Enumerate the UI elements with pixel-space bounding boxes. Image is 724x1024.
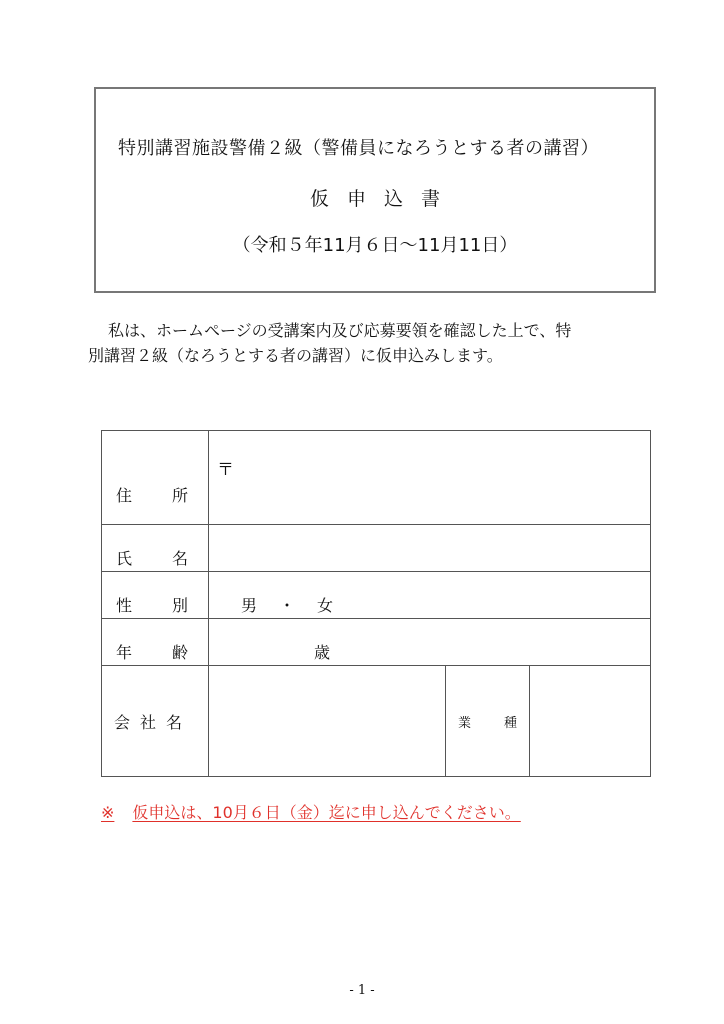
company-label-char-2: 社 <box>140 712 157 732</box>
address-label-cell <box>102 431 209 525</box>
intro-paragraph <box>88 318 668 368</box>
business-type-label-char-1: 業 <box>458 715 472 731</box>
business-type-field[interactable] <box>530 666 651 777</box>
company-label-char-3: 名 <box>166 712 183 732</box>
name-label-char-2: 名 <box>171 549 188 568</box>
page-number: - 1 - <box>349 983 375 998</box>
sex-option-male[interactable]: 男 <box>241 596 258 615</box>
business-type-label-char-2: 種 <box>503 715 517 731</box>
age-field[interactable] <box>209 619 651 666</box>
age-row <box>102 619 651 666</box>
intro-line-1: 私は、ホームページの受講案内及び応募要領を確認した上で、特 <box>108 321 572 340</box>
sex-separator: ・ <box>279 596 296 615</box>
age-label-char-2: 齢 <box>171 643 188 662</box>
address-field[interactable] <box>209 431 651 525</box>
business-type-label-cell <box>446 666 530 777</box>
age-label-char-1: 年 <box>116 643 133 662</box>
sex-field <box>209 572 651 619</box>
sex-label-char-1: 性 <box>116 596 133 615</box>
title-box <box>94 87 656 293</box>
company-label-cell <box>102 666 209 777</box>
name-row <box>102 525 651 572</box>
sex-label-cell <box>102 572 209 619</box>
sex-row <box>102 572 651 619</box>
company-label-char-1: 会 <box>114 712 131 732</box>
age-unit: 歳 <box>314 643 331 662</box>
name-label-char-1: 氏 <box>116 549 133 568</box>
note-text: 仮申込は、10月６日（金）迄に申し込んでください。 <box>132 803 521 822</box>
intro-line-2: 別講習２級（なろうとする者の講習）に仮申込みします。 <box>88 346 503 365</box>
course-period: （令和５年11月６日～11月11日） <box>232 235 518 256</box>
name-field[interactable] <box>209 525 651 572</box>
note-mark: ※ <box>101 803 115 822</box>
address-row <box>102 431 651 525</box>
sex-label-char-2: 別 <box>171 596 188 615</box>
application-form-table <box>101 430 651 777</box>
deadline-note <box>101 800 521 823</box>
age-label-cell <box>102 619 209 666</box>
document-type: 仮申込書 <box>309 188 458 210</box>
sex-option-female[interactable]: 女 <box>317 596 334 615</box>
company-field[interactable] <box>209 666 446 777</box>
name-label-cell <box>102 525 209 572</box>
address-label-char-2: 所 <box>171 486 188 505</box>
address-label-char-1: 住 <box>116 486 133 505</box>
course-title: 特別講習施設警備２級（警備員になろうとする者の講習） <box>118 138 599 159</box>
company-row <box>102 666 651 777</box>
postal-mark: 〒 <box>217 460 234 480</box>
